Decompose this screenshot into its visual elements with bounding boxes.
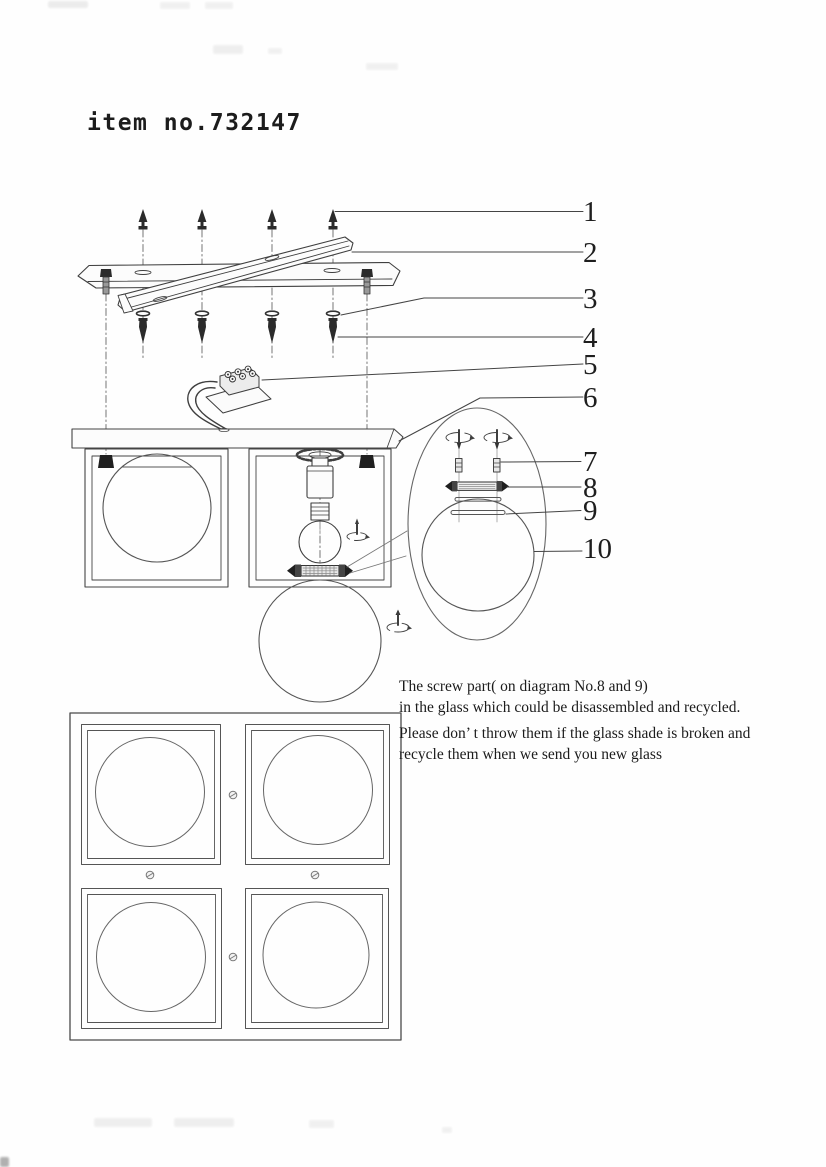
leader-3 [341,298,583,315]
detail-glass-globe [422,499,534,611]
part-label-6: 6 [583,382,598,414]
part-label-4: 4 [583,322,598,354]
mounting-assembly [78,209,400,454]
part-label-9: 9 [583,495,598,527]
detail-screw-bodies [456,459,501,473]
leader-lines [262,212,583,552]
fixture-body [72,428,412,702]
glass-shade-left [103,454,211,562]
mounting-screws-down [139,318,338,344]
panel-cell-top-left [82,725,221,865]
part-label-8: 8 [583,472,598,504]
note-line-3: Please don’ t throw them if the glass shade is broken and [399,725,751,742]
panel-cell-bottom-left [82,889,222,1029]
leader-7 [501,462,581,463]
rod-nut-left [98,455,114,468]
part-number-labels [583,196,612,565]
glass-globe [259,580,381,702]
rod-nut-right [359,455,375,468]
part-label-2: 2 [583,237,598,269]
leader-5 [262,364,583,380]
leader-9 [506,511,581,515]
part-label-10: 10 [583,533,612,565]
part-label-3: 3 [583,283,598,315]
panel-cell-bottom-right [246,889,389,1029]
set-screw-rotation-lower [387,610,412,633]
leader-10 [534,551,582,552]
ceiling-plate [72,428,403,448]
bottom-view-panel [70,713,401,1040]
washers [137,311,340,316]
detail-retainer-bar [445,481,509,491]
lamp-frame-left [85,449,228,587]
detail-screw-rotation-right [484,430,513,450]
note-line-4: recycle them when we send you new glass [399,746,662,763]
part-label-5: 5 [583,349,598,381]
note-line-1: The screw part( on diagram No.8 and 9) [399,678,648,695]
recycling-note [399,676,819,765]
item-number: item no.732147 [87,110,302,136]
detail-screw-rotation-left [446,430,475,450]
note-line-2: in the glass which could be disassembled and recycled. [399,699,741,716]
panel-cell-top-right [246,725,390,865]
ceiling-screws-up [139,209,338,230]
panel-screws [146,791,319,961]
part-label-7: 7 [583,446,598,478]
terminal-block-assembly [188,366,271,429]
part-label-1: 1 [583,196,598,228]
set-screw-rotation [347,519,370,541]
leader-6 [399,397,583,441]
shade-retainer-bar [287,565,353,578]
